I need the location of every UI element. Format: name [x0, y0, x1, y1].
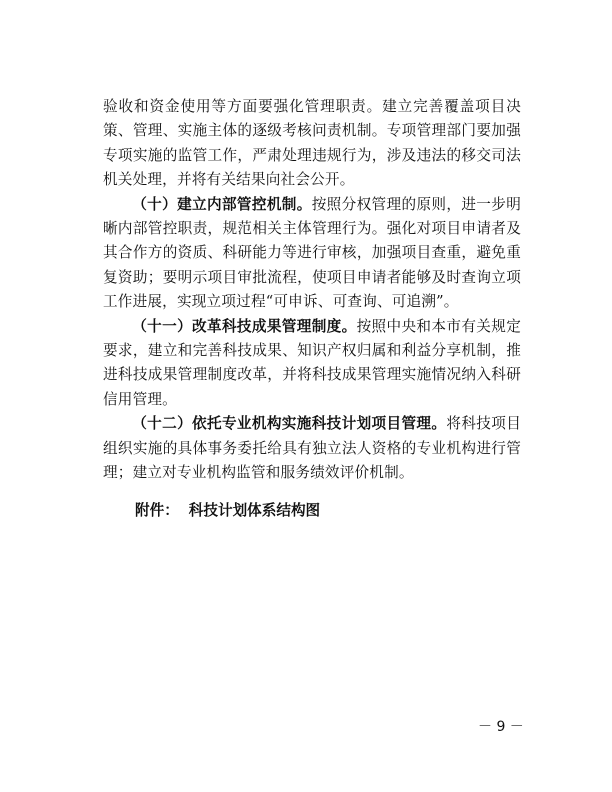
- paragraph-section-12: [103, 412, 521, 485]
- paragraph-section-10: [103, 193, 521, 315]
- section-heading: （十二）依托专业机构实施科技计划项目管理。: [132, 415, 447, 433]
- paragraph-text: 将科技项目组织实施的具体事务委托给具有独立法人资格的专业机构进行管理；建立对专业机构监管和服务绩效评价机制。: [103, 415, 521, 482]
- paragraph-text: 按照分权管理的原则，进一步明晰内部管控职责，规范相关主体管理行为。强化对项目申请者及其合作方的资质、科研能力等进行审核，加强项目查重，避免重复资助；要明示项目审批流程，使项目申请者能够及时查询立项工作进展，实现立项过程“可申诉、可查询、可追溯”。: [103, 195, 521, 311]
- body-text: [103, 95, 521, 486]
- page-number: － 9 －: [478, 719, 524, 735]
- paragraph-section-11: [103, 315, 521, 413]
- attachment-label: 附件：: [135, 502, 179, 519]
- section-heading: （十一）改革科技成果管理制度。: [132, 317, 357, 335]
- attachment-line: [135, 499, 320, 523]
- attachment-title: 科技计划体系结构图: [188, 502, 321, 519]
- paragraph-text: 按照中央和本市有关规定要求，建立和完善科技成果、知识产权归属和利益分享机制，推进科技成果管理制度改革，并将科技成果管理实施情况纳入科研信用管理。: [103, 317, 521, 408]
- paragraph-text: 验收和资金使用等方面要强化管理职责。建立完善覆盖项目决策、管理、实施主体的逐级考核问责机制。专项管理部门要加强专项实施的监管工作，严肃处理违规行为，涉及违法的移交司法机关处理，并将有关结果向社会公开。: [103, 98, 521, 189]
- section-heading: （十）建立内部管控机制。: [132, 195, 312, 213]
- paragraph-continuation: [103, 95, 521, 193]
